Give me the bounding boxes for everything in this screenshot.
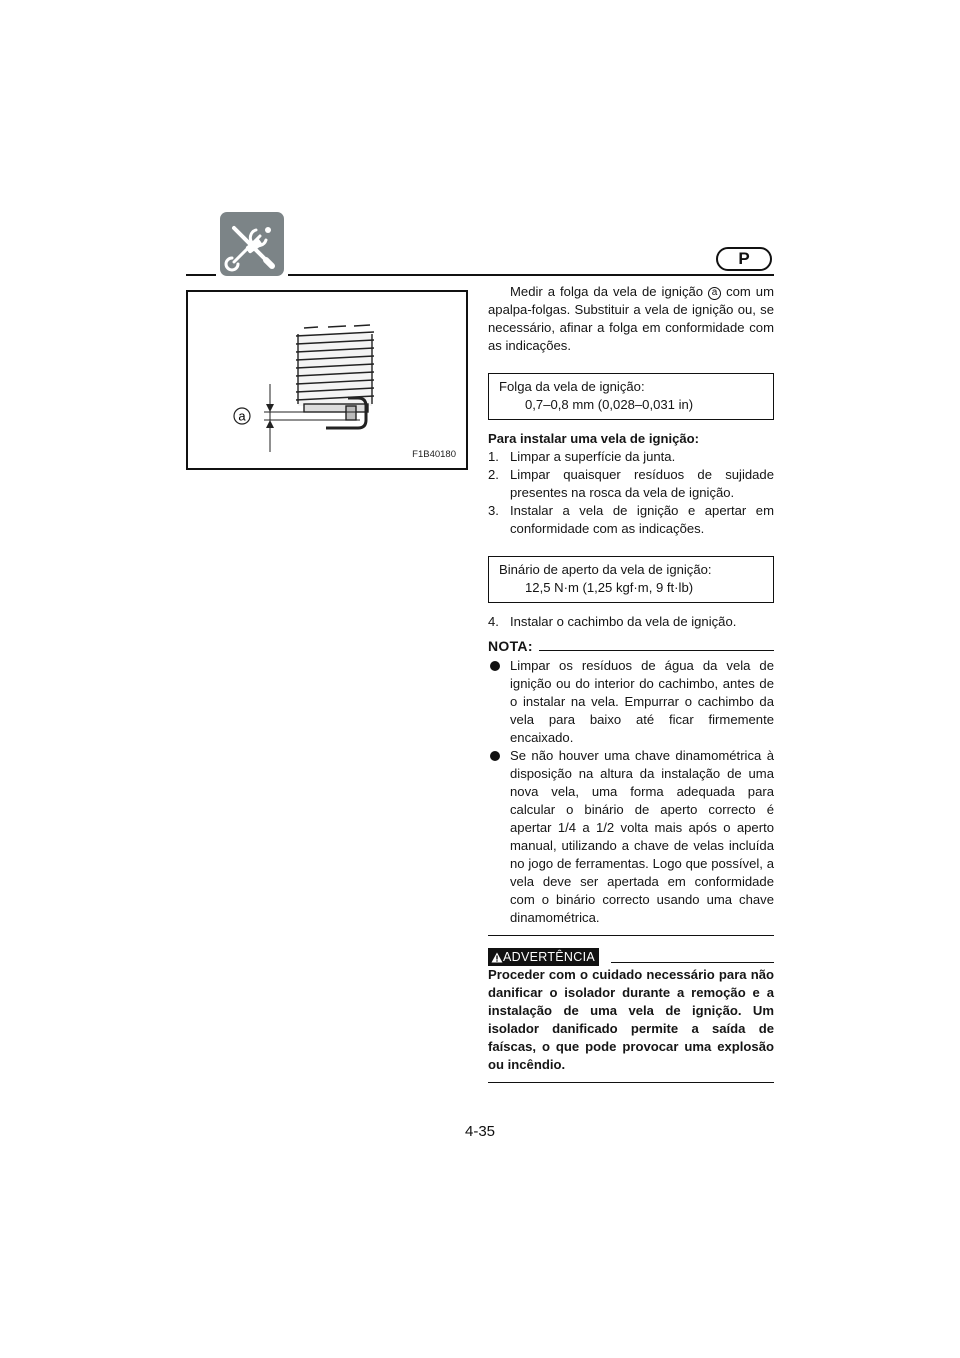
spark-plug-gap-illustration xyxy=(188,292,466,468)
warning-end-rule xyxy=(488,1082,774,1083)
bullet-icon xyxy=(490,661,500,671)
step-number: 3. xyxy=(488,503,499,518)
list-item xyxy=(488,448,774,466)
install-steps xyxy=(488,448,774,538)
warning-rule xyxy=(611,962,774,963)
step-text: Limpar quaisquer resíduos de sujidade presentes na rosca da vela de ignição. xyxy=(510,467,774,500)
tools-icon xyxy=(220,212,284,276)
list-item xyxy=(488,502,774,538)
step-number: 2. xyxy=(488,467,499,482)
content-column xyxy=(488,283,774,1083)
intro-text-rest: com um apalpa-folgas. Substituir a vela de ignição ou, se necessário, afinar a folga em conformidade com as indicações. xyxy=(488,284,774,353)
step-number: 1. xyxy=(488,449,499,464)
warning-badge xyxy=(488,948,599,966)
install-step-4 xyxy=(488,613,774,631)
callout-marker: a xyxy=(708,287,721,300)
step-text: Instalar o cachimbo da vela de ignição. xyxy=(510,614,737,629)
list-item xyxy=(488,466,774,502)
nota-rule xyxy=(539,650,774,651)
list-item xyxy=(488,613,774,631)
intro-text: Medir a folga da vela de ignição xyxy=(510,284,704,299)
nota-bullets xyxy=(488,657,774,927)
list-item xyxy=(488,657,774,747)
figure-code: F1B40180 xyxy=(412,449,456,460)
step-text: Instalar a vela de ignição e apertar em conformidade com as indicações. xyxy=(510,503,774,536)
nota-label: NOTA: xyxy=(488,638,533,654)
nota-end-rule xyxy=(488,935,774,936)
warning-text: Proceder com o cuidado necessário para não danificar o isolador durante a remoção e a instalação de uma vela de ignição. Um isolador danificado permite a saída de faíscas, o que pode provocar uma explosão ou incêndio. xyxy=(488,967,774,1072)
nota-header xyxy=(488,637,774,655)
install-heading: Para instalar uma vela de ignição: xyxy=(488,431,700,446)
header-rule xyxy=(288,274,774,276)
bullet-text: Se não houver uma chave dinamométrica à disposição na altura da instalação de uma nova vela, uma forma adequada para calcular o binário de aperto correcto é apertar 1/4 a 1/2 volta mais após o aperto manual, utilizando a chave de velas incluída no jogo de ferramentas. Logo que possível, a vela deve ser apertada em conformidade com o binário correcto usando uma chave dinamométrica. xyxy=(510,748,774,925)
spec-value: 12,5 N·m (1,25 kgf·m, 9 ft·lb) xyxy=(525,580,694,595)
spark-plug-figure xyxy=(186,290,468,470)
bullet-text: Limpar os resíduos de água da vela de ignição ou do interior do cachimbo, antes de o instalar na vela. Empurrar o cachimbo da vela para baixo até ficar firmemente encaixado. xyxy=(510,658,774,745)
spec-label: Folga da vela de ignição: xyxy=(499,379,645,394)
callout-label: a xyxy=(238,408,246,424)
spec-label: Binário de aperto da vela de ignição: xyxy=(499,562,712,577)
warning-header xyxy=(488,948,774,966)
step-number: 4. xyxy=(488,614,499,629)
language-badge: P xyxy=(716,247,772,271)
spec-value: 0,7–0,8 mm (0,028–0,031 in) xyxy=(525,397,694,412)
step-text: Limpar a superfície da junta. xyxy=(510,449,676,464)
page-number: 4-35 xyxy=(464,1123,496,1140)
warning-label: ADVERTÊNCIA xyxy=(503,950,595,964)
intro-paragraph xyxy=(488,283,774,355)
list-item xyxy=(488,747,774,927)
bullet-icon xyxy=(490,751,500,761)
spec-box-torque xyxy=(488,556,774,603)
warning-icon xyxy=(491,952,503,963)
header-rule xyxy=(186,274,216,276)
spec-box-gap xyxy=(488,373,774,420)
